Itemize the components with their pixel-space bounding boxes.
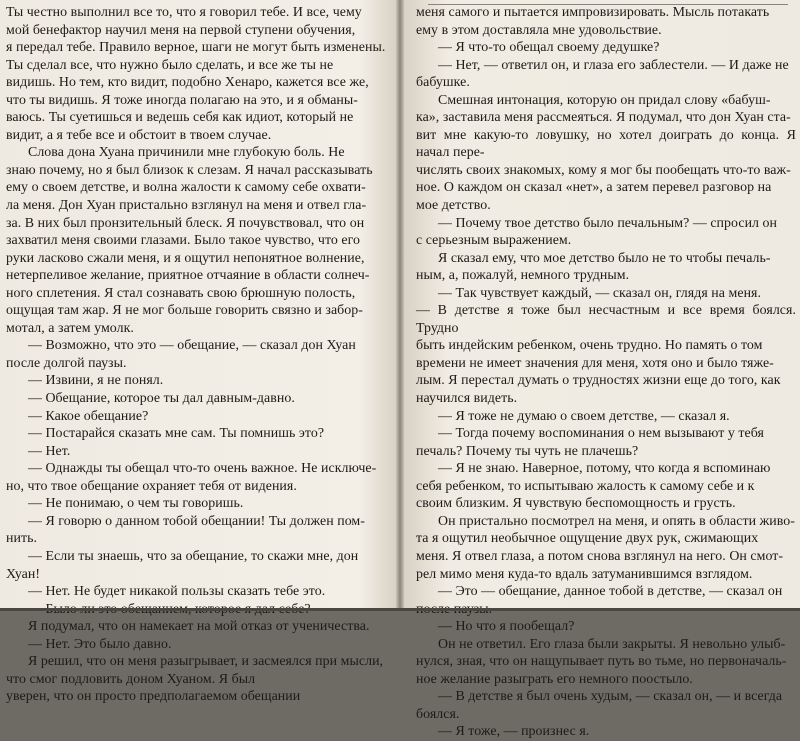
text-line: ка», заставила меня рассмеяться. Я подумал, что дон Хуан ста- <box>416 110 791 126</box>
text-line: видит, а я тебе все и обстоит в твоем случае. <box>6 127 272 143</box>
text-line: что ты видишь. Я тоже иногда полагаю на это, и я обманы- <box>6 92 358 108</box>
text-line: Ты честно выполнил все то, что я говорил тебе. И все, чему <box>6 5 362 20</box>
text-line: — Какое обещание? <box>28 408 149 424</box>
text-line: ему о своем детстве, и волна жалости к самому себе охвати- <box>6 180 366 196</box>
text-line: — Извини, я не понял. <box>28 373 164 389</box>
text-line: мой бенефактор научил меня на первой ступени обучения, <box>6 22 356 38</box>
text-line: мотал, а затем умолк. <box>6 320 134 336</box>
text-line: Смешная интонация, которую он придал слову «бабуш- <box>438 92 771 108</box>
text-line: знаю почему, но я был близок к слезам. Я начал рассказывать <box>6 162 373 178</box>
text-line: — Однажды ты обещал что-то очень важное. Не исключе- <box>28 461 377 477</box>
text-line: нулся, зная, что он нащупывает путь во тьме, но первоначаль- <box>416 654 787 670</box>
page-bottom-edge <box>0 608 800 611</box>
text-line: Хуан! <box>6 566 41 582</box>
text-line: научился видеть. <box>416 391 518 407</box>
text-line: ного сплетения. Я стал сознавать свою брюшную полость, <box>6 285 356 301</box>
text-line: но, что твое обещание охраняет тебя от видения. <box>6 478 297 494</box>
text-line: я передал тебе. Правило верное, шаги не могут быть изменены. <box>6 40 386 56</box>
text-line: Я сказал ему, что мое детство было не то чтобы печаль- <box>438 250 771 266</box>
text-line: ваюсь. Ты суетишься и ведешь себя как идиот, который не <box>6 110 354 126</box>
text-line: — Я говорю о данном тобой обещании! Ты должен пом- <box>28 513 365 529</box>
text-line: — Я тоже не думаю о своем детстве, — сказал я. <box>438 408 730 424</box>
text-line: — Не понимаю, о чем ты говоришь. <box>28 496 244 512</box>
text-line: захватил меня своими глазами. Было такое чувство, что его <box>6 233 361 249</box>
text-line: мое детство. <box>416 198 491 214</box>
text-line: — Это — обещание, данное тобой в детстве, — сказал он <box>438 584 783 600</box>
text-line: себя ребенком, то испытываю жалость к самому себе и к <box>416 478 755 494</box>
text-line: ным, а, пожалуй, немного трудным. <box>416 268 630 284</box>
text-line: — Нет. <box>28 443 71 459</box>
text-line: — Я тоже, — произнес я. <box>438 724 590 740</box>
text-line: — Если ты знаешь, что за обещание, то скажи мне, дон <box>28 548 359 564</box>
text-line: нить. <box>6 531 37 547</box>
text-line: что смог подловить доном Хуаном. Я был <box>6 671 256 687</box>
text-line: ное. О каждом он сказал «нет», а затем перевел разговор на <box>416 180 772 196</box>
text-line: вит мне какую-то ловушку, но хотел доиграть до конца. Я начал пере- <box>416 127 796 161</box>
text-line: Я подумал, что он намекает на мой отказ от ученичества. <box>28 619 370 635</box>
text-line: ему в этом доставляла мне удовольствие. <box>416 22 662 38</box>
text-line: боялся. <box>416 706 460 722</box>
text-line: — Тогда почему воспоминания о нем вызывают у тебя <box>438 426 764 442</box>
text-line: ощущая там жар. Я не мог больше говорить связно и забор- <box>6 303 363 319</box>
text-line: меня самого и пытается импровизировать. Мысль потакать <box>416 5 770 20</box>
text-line: нетерпеливое желание, приятное отчаяние в области солнеч- <box>6 268 370 284</box>
text-line: бабушке. <box>416 75 470 91</box>
text-line: — Я не знаю. Наверное, потому, что когда я вспоминаю <box>438 461 771 477</box>
text-line: Ты сделал все, что нужно было сделать, и все же ты не <box>6 57 334 73</box>
left-page <box>0 0 398 705</box>
text-line: ла меня. Дон Хуан пристально взглянул на меня и отвел гла- <box>6 198 367 214</box>
text-line: числять своих знакомых, кому я мог бы пообещать что-то важ- <box>416 162 791 178</box>
text-line: Он пристально посмотрел на меня, и опять в области живо- <box>438 513 795 529</box>
right-page <box>402 0 800 740</box>
text-line: — Возможно, что это — обещание, — сказал дон Хуан <box>28 338 356 354</box>
text-line: уверен, что он просто предполагаемом обещании <box>6 689 301 705</box>
text-line: — Обещание, которое ты дал давным-давно. <box>28 391 295 407</box>
text-line: быть индейским ребенком, очень трудно. Но память о том <box>416 338 763 354</box>
text-line: — Почему твое детство было печальным? — спросил он <box>438 215 778 231</box>
text-line: та я ощутил необычное ощущение двух рук, сжимающих <box>416 531 759 547</box>
text-line: своим близким. Я чувствую беспомощность и грусть. <box>416 496 736 512</box>
text-line: — Нет. Не будет никакой пользы сказать тебе это. <box>28 584 326 600</box>
text-line: Слова дона Хуана причинили мне глубокую боль. Не <box>28 145 345 161</box>
text-line: Он не ответил. Его глаза были закрыты. Я невольно улыб- <box>438 636 786 652</box>
text-line: — Но что я пообещал? <box>438 619 575 635</box>
text-line: Я решил, что он меня разыгрывает, и засмеялся при мысли, <box>28 654 384 670</box>
text-line: видишь. Но тем, кто видит, подобно Хенаро, кажется все же, <box>6 75 369 91</box>
text-line: — Нет. Это было давно. <box>28 636 172 652</box>
text-line: — Так чувствует каждый, — сказал он, глядя на меня. <box>438 285 762 301</box>
text-line: после долгой паузы. <box>6 355 127 371</box>
text-line: рел мимо меня куда-то вдаль затуманившимся взглядом. <box>416 566 753 582</box>
text-line: времени не имеет значения для меня, хотя оно и было тяже- <box>416 355 774 371</box>
text-line: меня. Я отвел глаза, а потом снова взглянул на него. Он смот- <box>416 548 784 564</box>
text-line: печаль? Почему ты чуть не плачешь? <box>416 443 639 459</box>
text-line: — В детстве я был очень худым, — сказал он, — и всегда <box>438 689 783 705</box>
text-line: — Постарайся сказать мне сам. Ты помнишь это? <box>28 426 325 442</box>
text-line: с серьезным выражением. <box>416 233 572 249</box>
text-line: лым. Я перестал думать о трудностях жизни еще до того, как <box>416 373 781 389</box>
text-line: — Нет, — ответил он, и глаза его заблестели. — И даже не <box>438 57 789 73</box>
text-line: ное желание разыграть его немного поостыло. <box>416 671 693 687</box>
text-line: — В детстве я тоже был несчастным и все время боялся. Трудно <box>416 303 796 336</box>
text-line: за. В них был пронзительный блеск. Я почувствовал, что он <box>6 215 365 231</box>
text-line: руки ласково сжали меня, и я ощутил непонятное волнение, <box>6 250 365 266</box>
text-line: — Я что-то обещал своему дедушке? <box>438 40 660 56</box>
